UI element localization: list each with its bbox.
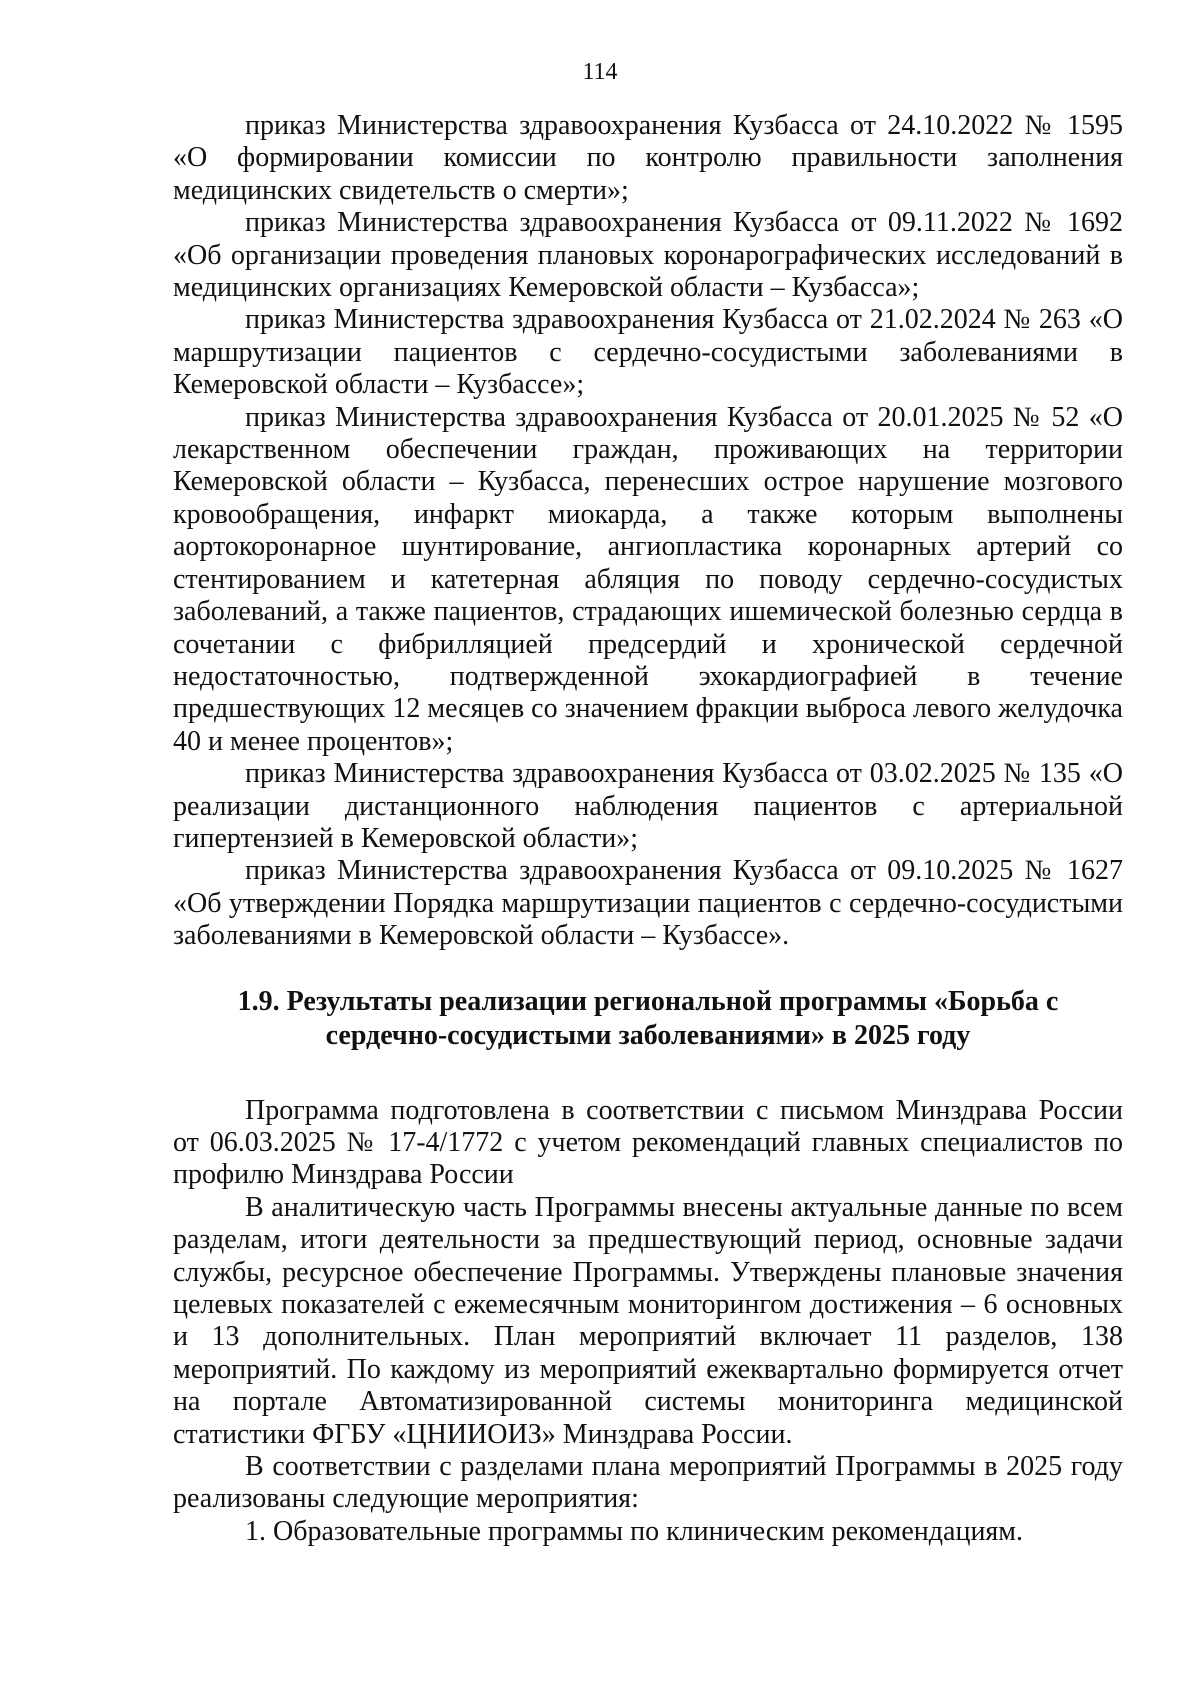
section-heading-line: сердечно-сосудистыми заболеваниями» в 2025 году [325,1019,971,1051]
order-paragraph: приказ Министерства здравоохранения Кузбасса от 21.02.2024 № 263 «О маршрутизации пациентов с сердечно-сосудистыми заболеваниями в Кемеровской области – Кузбассе»; [173,304,1123,401]
section-heading-line: 1.9. Результаты реализации региональной программы «Борьба с [237,985,1059,1017]
order-paragraph: приказ Министерства здравоохранения Кузбасса от 03.02.2025 № 135 «О реализации дистанционного наблюдения пациентов с артериальной гипертензией в Кемеровской области»; [173,758,1123,854]
order-paragraph: приказ Министерства здравоохранения Кузбасса от 24.10.2022 № 1595 «О формировании комиссии по контролю правильности заполнения медицинских свидетельств о смерти»; [173,110,1123,206]
body-paragraph: 1. Образовательные программы по клиническим рекомендациям. [245,1515,1024,1547]
order-paragraph: приказ Министерства здравоохранения Кузбасса от 20.01.2025 № 52 «О лекарственном обеспечении граждан, проживающих на территории Кемеровской области – Кузбасса, перенесших острое нарушение мозгового кровообращения, инфаркт миокарда, а также которым выполнены аортокоронарное шунтирование, ангиопластика коронарных артерий со стентированием и катетерная абляция по поводу сердечно-сосудистых заболеваний, а также пациентов, страдающих ишемической болезнью сердца в сочетании с фибрилляцией предсердий и хронической сердечной недостаточностью, подтвержденной эхокардиографией в течение предшествующих 12 месяцев со значением фракции выброса левого желудочка 40 и менее процентов»; [173,401,1123,757]
order-paragraph: приказ Министерства здравоохранения Кузбасса от 09.10.2025 № 1627 «Об утверждении Порядка маршрутизации пациентов с сердечно-сосудистыми заболеваниями в Кемеровской области – Кузбассе». [173,855,1123,952]
page-number: 114 [582,59,618,85]
page-content [173,110,1123,1548]
body-paragraph: В соответствии с разделами плана мероприятий Программы в 2025 году реализованы следующие мероприятия: [173,1451,1123,1515]
section-heading [173,985,1123,1053]
body-paragraph: В аналитическую часть Программы внесены актуальные данные по всем разделам, итоги деятельности за предшествующий период, основные задачи службы, ресурсное обеспечение Программы. Утверждены плановые значения целевых показателей с ежемесячным мониторингом достижения – 6 основных и 13 дополнительных. План мероприятий включает 11 разделов, 138 мероприятий. По каждому из мероприятий ежеквартально формируется отчет на портале Автоматизированной системы мониторинга медицинской статистики ФГБУ «ЦНИИОИЗ» Минздрава России. [173,1191,1123,1450]
order-paragraph: приказ Министерства здравоохранения Кузбасса от 09.11.2022 № 1692 «Об организации проведения плановых коронарографических исследований в медицинских организациях Кемеровской области – Кузбасса»; [173,207,1123,304]
body-paragraph: Программа подготовлена в соответствии с письмом Минздрава России от 06.03.2025 № 17-4/1772 с учетом рекомендаций главных специалистов по профилю Минздрава России [173,1094,1123,1191]
